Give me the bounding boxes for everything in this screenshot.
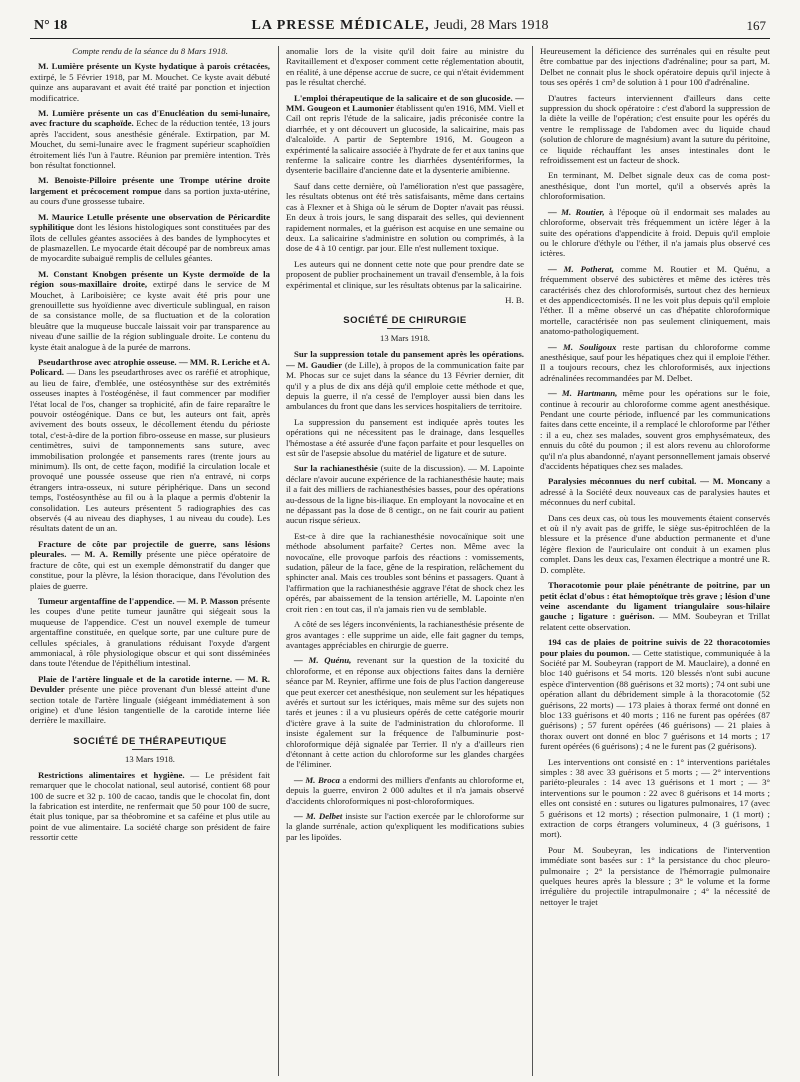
- section-heading: SOCIÉTÉ DE THÉRAPEUTIQUE: [73, 735, 227, 747]
- item-body: à l'époque où il endormait ses malades au chloroforme, observait très fréquemment un ictère léger à la suite des opérations d'appendicite à froid. Depuis qu'il emploie ou le chlorure d'éthyle ou l'éther, il n'a jamais plus observé ces ictères.: [540, 206, 770, 259]
- issue-date: Jeudi, 28 Mars 1918: [434, 18, 549, 33]
- speaker-name: — M. Routier,: [548, 206, 605, 217]
- section-heading: SOCIÉTÉ DE CHIRURGIE: [343, 315, 467, 327]
- item-body: dans sa portion juxta-utérine, au cours d'une grossesse tubaire.: [30, 185, 270, 207]
- paragraph: [286, 463, 524, 525]
- speaker-name: — M. Delbet: [294, 811, 343, 821]
- item-body: présente une pièce provenant d'un blessé atteint d'une section totale de l'artère linguale (siégeant immédiatement à son origine) et d'une lésion tangentielle de la carotide interne liée derrière le maxillaire.: [30, 684, 270, 726]
- item-heading: M. Lumière présente un cas d'Enucléation du semi-lunaire, avec fracture du scaphoïde.: [30, 108, 270, 129]
- paragraph: [30, 212, 270, 264]
- item-heading: M. Maurice Letulle présente une observation de Péricardite syphilitique: [30, 211, 270, 233]
- item-body: insiste sur l'action exercée par le chloroforme sur la glande surrénale, action qu'expliquent les modifications subies par les lipoïdes.: [286, 811, 524, 842]
- item-body: reste partisan du chloroforme comme anesthésique, sauf pour les hépatiques chez qui il emploie l'éther. Il a toujours recours, chez les chloroformisés, aux injections adrénalinées recommandées par M. Delbet.: [540, 341, 770, 383]
- paragraph: Pour M. Soubeyran, les indications de l'intervention immédiate sont basées sur : 1° la persistance du choc pleuro-pulmonaire ; 2° la persistance de l'hémorragie pulmonaire quelques heures après la blessure ; 3° le volume et la forme irrégulière du projectile intrapulmonaire ; 4° la nécessité de nettoyer le trajet: [540, 844, 770, 907]
- section-date: 13 Mars 1918.: [380, 333, 430, 344]
- paragraph: Les auteurs qui ne donnent cette note que pour prendre date se proposent de publier prochainement un travail d'ensemble, à la fois expérimental et clinique, sur les résultats obtenus par la salicairine.: [286, 258, 524, 290]
- paragraph: Sauf dans cette dernière, où l'amélioration n'est que passagère, les résultats obtenus ont été très satisfaisants, même dans certains cas à Flexner et à Shiga où le sérum de Dopter n'avait pas réussi. En deux à trois jours, le sang disparait des selles, qui deviennent rapidement normales, et la guérison est acquise en une semaine ou deux. La salicairine s'administre en solution ou comprimés, à la dose de 4 à 10 centigr. par jour. Elle n'est nullement toxique.: [286, 180, 524, 254]
- paragraph: [30, 61, 270, 103]
- item-body: extirpé, le 5 Février 1918, par M. Mouchet. Ce kyste avait débuté quinze ans auparavant et avait été traité par ponction et injection modificatrice.: [30, 71, 270, 103]
- item-heading: Restrictions alimentaires et hygiène.: [38, 769, 185, 780]
- item-heading: Pseudarthrose avec atrophie osseuse. — MM. R. Leriche et A. Policard.: [30, 356, 270, 378]
- paragraph: Heureusement la déficience des surrénales qui en résulte peut être combattue par des injections d'adrénaline; pour sa part, M. Delbet ne connait plus le shock opératoire depuis qu'il injecte à tous ses opérés 1 cm³ de solution à 1 pour 100 d'adrénaline.: [540, 46, 770, 88]
- speaker-name: — M. Quénu,: [294, 655, 352, 666]
- item-body: présente une pièce opératoire de fracture de côte, qui est un exemple démonstratif du danger que constitue, pour la plèvre, la lésion thoracique, dans l'évolution des plaies de guerre.: [30, 549, 270, 591]
- item-heading: Paralysies méconnues du nerf cubital. — M. Moncany: [548, 476, 763, 487]
- item-body: a endormi des milliers d'enfants au chloroforme et, depuis la guerre, environ 2 000 adultes et il n'a jamais observé d'accidents chloroformiques ni post-chloroformiques.: [286, 774, 524, 806]
- item-body: extirpé dans le service de M Mouchet, à Lariboisière; ce kyste avait été pris pour une grenouillette sus hyoïdienne avec diverticule sublingual, en raison de sa consistance molle, de sa fluctuation et de la coloration bleuâtre que la muqueuse buccale laissait voir par transparence au niveau d'une saillie de la région sublinguale droite. Le contenu du kyste était analogue à de la purée de marrons.: [30, 279, 270, 352]
- item-heading: Thoracotomie pour plaie pénétrante de poitrine, par un petit éclat d'obus : état hémoptoïque très grave ; lésion d'une veine ascendante du ligament triangulaire sous-hilaire gauche ; ligature : guérison.: [540, 580, 770, 622]
- paragraph: [540, 476, 770, 507]
- item-heading: M. Constant Knobgen présente un Kyste dermoïde de la région sous-maxillaire droite,: [30, 268, 270, 290]
- page-number: 167: [746, 18, 766, 33]
- journal-title: [30, 18, 770, 34]
- paragraph: [540, 637, 770, 751]
- paragraph: [286, 775, 524, 806]
- speaker-name: — M. Broca: [294, 774, 340, 785]
- paragraph: [30, 596, 270, 669]
- paragraph: D'autres facteurs interviennent d'ailleurs dans cette suppression du shock opératoire : c'est d'abord la suppression de la diète la veille de l'opération; c'est ensuite pour les opérés du ventre le remplissage de l'abdomen avec du liquide chaud (solution de chlorure de magnésium) avant la suture du péritoine, ce liquide réchauffant les anses intestinales dont le refroidissement est un facteur de shock.: [540, 92, 770, 166]
- column-middle: [286, 46, 524, 1076]
- paragraph: [286, 655, 524, 769]
- section-date: 13 Mars 1918.: [125, 753, 175, 764]
- section-rule: [132, 749, 168, 750]
- paragraph: [286, 93, 524, 176]
- session-caption: Compte rendu de la séance du 8 Mars 1918.: [72, 46, 228, 56]
- column-left: [30, 46, 270, 1076]
- paragraph: [286, 349, 524, 411]
- column-right: [540, 46, 770, 1076]
- item-body: revenant sur la question de la toxicité du chloroforme, et en réponse aux objections faites dans la dernière séance par M. Reynier, affirme une fois de plus l'action dangereuse que peut exercer cet anesthésique, non seulement sur les hépatiques avérés et surtout sur les ictériques, mais même sur des sujets non tarés et jeunes : il a vu plusieurs opérés de cette catégorie mourir d'ictère grave à la suite de l'administration du chloroforme. Il insiste également sur la fréquence de l'albuminurie post-chloroformique déjà signalée par Terrier. Il n'y a d'ailleurs rien d'étonnant à cette action du chloroforme sur les glandes chargées de l'éliminer.: [286, 655, 524, 770]
- item-body: (suite de la discussion). — M. Lapointe déclare n'avoir aucune expérience de la rachianesthésie haute; mais il a fait des milliers de rachianesthésies basses, pour des opérations au-dessous de la ligne bis-iliaque. En employant la novocaïne et en ne dépassant pas la dose de 8 centigr., on ne fait courir au patient aucun risque sérieux.: [286, 463, 524, 526]
- paragraph: Dans ces deux cas, où tous les mouvements étaient conservés et où il n'y avait pas de griffe, le siège sus-épitrochléen de la blessure et la présence d'une abduction permanente et d'une légère flexion de l'auriculaire ont conduit à un examen plus complet. Dans les deux cas, l'examen électrique a montré une R. D. complète.: [540, 512, 770, 575]
- item-heading: M. Lumière présente un Kyste hydatique à parois crétacées,: [38, 61, 270, 72]
- item-body: a adressé à la Société deux nouveaux cas de paralysies hautes et méconnues du nerf cubital.: [540, 476, 770, 508]
- signature-initials: H. B.: [505, 294, 524, 305]
- item-heading: Plaie de l'artère linguale et de la carotide interne. — M. R. Devulder: [30, 673, 270, 695]
- article-columns: [30, 46, 770, 1076]
- paragraph: [30, 175, 270, 206]
- item-heading: Sur la suppression totale du pansement après les opérations. — M. Gaudier: [286, 349, 524, 370]
- item-body: (de Lille), à propos de la communication faite par M. Phocas sur ce sujet dans la séance du 13 Février dernier, dit qu'il y a plus de dix ans déjà qu'il emploie cette méthode et que, depuis la guerre, il n'a cessé de l'employer aussi bien dans les ambulances du front que dans les services hospitaliers de territoire.: [286, 359, 524, 412]
- item-body: dont les lésions histologiques sont constituées par des îlots de cellules géantes associées à des bandes de lymphocytes et de plasmazellen. Le myocarde était découpé par de nombreux amas de myocardite subaiguë remplis de cellules géantes.: [30, 222, 270, 264]
- paragraph: [540, 342, 770, 384]
- paragraph: [30, 539, 270, 591]
- item-body: même pour les opérations sur le foie, continue à recourir au chloroforme comme agent anesthésique. Pendant une courte période, influencé par les communications faites dans cette enceinte, il a remplacé le chloroforme par l'éther : il a eu, chez ses malades, souvent gros emphysémateux, des ennuis du côté du poumon ; il est alors revenu au chloroforme qu'il n'a plus abandonné, n'ayant personnellement jamais observé d'accidents hépatiques chez ses malades.: [540, 388, 770, 472]
- paragraph: [286, 811, 524, 842]
- issue-number: N° 18: [34, 18, 68, 33]
- item-body: établissent qu'en 1916, MM. Viell et Caïl ont repris l'étude de la salicaire, jadis préconisée contre la diarrhée, et y ont découvert un glucoside, la salicairine, mais pas d'alcaloïde. A partir de Septembre 1916, M. Gougeon a expérimenté la salicaire associée à l'hydrate de fer et aux tanins que renferme la salicaire contre les diarrhées dysentériformes, la dysenterie bacillaire d'ancienne date et la dysenterie amibienne.: [286, 103, 524, 176]
- paragraph: anomalie lors de la visite qu'il doit faire au ministre du Ravitaillement et d'exposer comment cette réglementation aboutit, en réalité, à une dépense accrue de sucre, ce qui n'était évidemment pas le résultat cherché.: [286, 46, 524, 88]
- paragraph: [30, 269, 270, 352]
- paragraph: [540, 580, 770, 632]
- item-heading: M. Benoiste-Pilloire présente une Trompe utérine droite largement et précocement rompue: [30, 175, 270, 196]
- journal-name: LA PRESSE MÉDICALE,: [251, 18, 430, 33]
- paragraph: En terminant, M. Delbet signale deux cas de coma post-anesthésique, dont l'un mortel, qu'il a observés après la chloroformisation.: [540, 170, 770, 202]
- speaker-name: — M. Hartmann,: [548, 388, 618, 399]
- column-divider: [532, 46, 533, 1076]
- item-body: — MM. Soubeyran et Trillat relatent cette observation.: [540, 611, 770, 632]
- column-divider: [278, 46, 279, 1076]
- item-body: — Le président fait remarquer que le chocolat national, seul autorisé, contient 68 pour 100 de sucre et 32 p. 100 de cacao, tandis que le chocolat fin, dont la fabrication est interdite, ne renfermait que 50 pour 100 de sucre, était plus tonique, par sa théobromine et sa caféine et plus utile au point de vue alimentaire. La société charge son président de faire ressortir cette: [30, 769, 270, 843]
- paragraph: A côté de ses légers inconvénients, la rachianesthésie présente de gros avantages : elle supprime un aide, elle fait gagner du temps, avantages appréciables en chirurgie de guerre.: [286, 619, 524, 650]
- speaker-name: — M. Potherat,: [548, 263, 614, 274]
- paragraph: [30, 770, 270, 843]
- item-heading: 194 cas de plaies de poitrine suivis de 22 thoracotomies pour plaies du poumon.: [540, 637, 770, 658]
- item-body: présente les coupes d'une petite tumeur jaunâtre qui siégeait sous la muqueuse de l'appendice. C'est un nouvel exemple de tumeur argentaffine constituée, en quelque sorte, par une culture pure de cellules spéciales, à granulations réduisant l'oxyde d'argent ammoniacal, à rôle physiologique obscur et qui sont disséminées dans toute l'étendue de l'épithélium intestinal.: [30, 595, 270, 669]
- paragraph: [30, 674, 270, 726]
- section-rule: [387, 328, 423, 329]
- speaker-name: — M. Souligoux: [548, 341, 617, 352]
- item-body: Echec de la réduction tentée, 13 jours après l'accident, sous anesthésie générale. Extirpation, par M. Mouchet, du semi-lunaire avec le fragment supérieur scaphoïdien étroitement liés l'un à l'autre. Réunion par première intention. Très bon résultat fonctionnel.: [30, 118, 270, 171]
- paragraph: [30, 357, 270, 534]
- item-heading: Fracture de côte par projectile de guerre, sans lésions pleurales. — M. A. Remilly: [30, 538, 270, 560]
- paragraph: [30, 108, 270, 170]
- paragraph: Est-ce à dire que la rachianesthésie novocaïnique soit une méthode absolument parfaite? Certes non. Même avec la novocaïne, elle provoque parfois des réactions : vomissements, sudation, pâleur de la face, gêne de la respiration, relâchement du sphincter anal. Mais ces troubles sont bénins et passagers. Quant à l'affirmation que la rachianesthésie aggrave l'état de shock chez les opérés, par abaissement de la tension artérielle, M. Lapointe n'en croit rien : en tout cas, il n'a jamais rien vu de semblable.: [286, 530, 524, 614]
- item-heading: Tumeur argentaffine de l'appendice. — M. P. Masson: [38, 595, 239, 606]
- paragraph: [540, 388, 770, 471]
- paragraph: Les interventions ont consisté en : 1° interventions pariétales simples : 38 avec 33 guérisons et 5 morts ; — 2° interventions pariéto-pleurales : 14 avec 13 guérisons et 1 mort ; — 3° interventions sur le poumon : 22 avec 8 guérisons et 14 morts ; elles ont consisté en : sutures ou ligatures pulmonaires, 17 (avec 5 guérisons et 12 morts) ; résection pulmonaire, 1 (1 mort) ; extraction de corps étrangers volumineux, 4 (3 guérisons, 1 mort).: [540, 756, 770, 840]
- paragraph: La suppression du pansement est indiquée après toutes les opérations qui ne nécessitent pas le drainage, dans lesquelles l'hémostase a été assurée d'une façon parfaite et pour lesquelles on est sûr de l'asepsie absolue du matériel de ligature et de suture.: [286, 416, 524, 458]
- item-heading: L'emploi thérapeutique de la salicaire et de son glucoside. — MM. Gougeon et Laumonier: [286, 92, 524, 114]
- item-heading: Sur la rachianesthésie: [294, 463, 378, 474]
- paragraph: [540, 264, 770, 337]
- running-header: [30, 16, 770, 39]
- item-body: — Cette statistique, communiquée à la Société par M. Soubeyran (rapport de M. Mauclaire), a donné en bloc 140 guérisons et 54 morts. 120 blessés n'ont subi aucune espèce d'intervention (88 guérisons et 32 morts) ; 74 ont subi une opération allant du débridement simple à la thoracotomie (52 guérisons, 22 morts) — 173 plaies à thorax fermé ont donné en bloc 133 guérisons et 40 morts ; 116 ne furent pas opérées (87 guérisons) ; 57 furent opérées (46 guérisons) — 21 plaies à thorax ouvert ont donné en bloc 7 guérisons et 14 morts ; 17 furent opérées (6 guérisons) ; 4 ne le furent pas (2 guérisons).: [540, 647, 770, 752]
- item-body: comme M. Routier et M. Quénu, a fréquemment observé des subictères et même des ictères très caractérisés chez des chloroformisés, surtout chez des hernieux et des appendicectomisés. Il ne les voit plus depuis qu'il emploie l'éther. Il a même observé un cas d'hépatite chloroformique mortelle, caractérisée non pas seulement cliniquement, mais anatomo-pathologiquement.: [540, 263, 770, 337]
- paragraph: [540, 207, 770, 259]
- item-body: — Dans les pseudarthroses avec os raréfié et atrophique, au lieu de faire, d'emblée, une ostéosynthèse sur des extrémités osseuses inaptes à l'ostéogénèse, il faut commencer par modifier l'état local de l'os, changer sa trophicité, afin de faire reparaître le pouvoir ostéogénique. Dans ce but, les auteurs ont fait, après avivement des bouts osseux, le décollement étendu du périoste total, c'est-à-dire de la portion fibro-osseuse en masse, sur plusieurs centimètres, suivi de tamponnements sans suture, avec immobilisation prolongée et pansements rares (trente jours au minimum). Ils ont, de cette façon, modifié la circulation locale et provoqué une poussée osseuse que rien n'a entravé, ni corps étrangers intra-osseux, ni suture périphérique. Dans un second temps, l'ostéosynthèse au fil ou à la plaque a permis d'obtenir la consolidation. Les auteurs présentent 5 radiographies des cas observés (4 au niveau des diaphyses, 1 au niveau du coude). Les résultats datent de un an.: [30, 367, 270, 534]
